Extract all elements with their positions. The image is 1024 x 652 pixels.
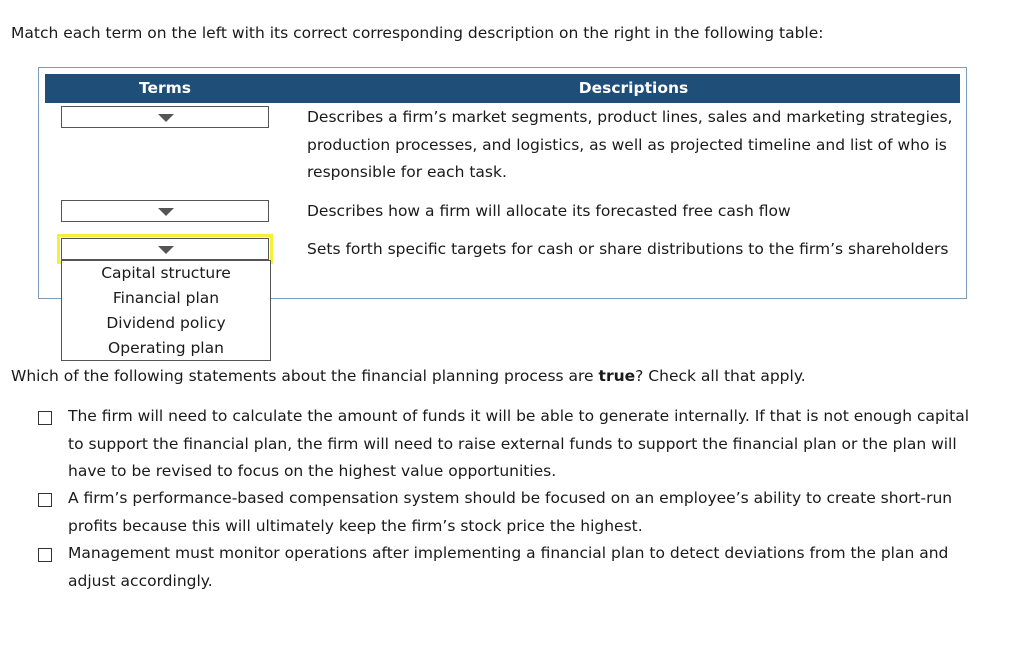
description-1: Describes a firm’s market segments, product lines, sales and marketing strategies, production processes, and logistics, as well as projected timeline and list of who is responsible for each task. [307,108,953,181]
question-text [11,365,806,387]
chevron-down-icon [158,208,174,216]
option-dividend-policy[interactable]: Dividend policy [106,314,226,332]
question-suffix: ? Check all that apply. [635,367,806,385]
chevron-down-icon [158,114,174,122]
instruction-text: Match each term on the left with its correct corresponding description on the right in the following table: [11,24,824,42]
statement-text-2: A firm’s performance-based compensation system should be focused on an employee’s ability to create short-run profits because this will ultimately keep the firm’s stock price the highest. [68,489,953,535]
dropdown-options-list [61,260,271,361]
statement-text-3: Management must monitor operations after implementing a financial plan to detect deviations from the plan and adjust accordingly. [68,544,949,590]
statement-checkbox-2[interactable] [38,493,52,507]
question-emphasis: true [598,367,636,385]
question-prefix: Which of the following statements about the financial planning process are [11,367,599,385]
option-operating-plan[interactable]: Operating plan [108,339,224,357]
statement-text-1: The firm will need to calculate the amount of funds it will be able to generate internally. If that is not enough capital to support the financial plan, the firm will need to raise external funds to support the financial plan or the plan will have to be revised to focus on the highest value opportunities. [68,407,969,480]
header-terms: Terms [138,79,192,97]
option-financial-plan[interactable]: Financial plan [112,289,220,307]
statement-checkbox-3[interactable] [38,548,52,562]
term-dropdown-3[interactable] [61,238,269,260]
chevron-down-icon [158,246,174,254]
table-header [45,74,960,103]
header-descriptions: Descriptions [578,79,689,97]
description-2: Describes how a firm will allocate its forecasted free cash flow [307,202,791,220]
term-dropdown-1[interactable] [61,106,269,128]
term-dropdown-2[interactable] [61,200,269,222]
statement-checkbox-1[interactable] [38,411,52,425]
description-3: Sets forth specific targets for cash or share distributions to the firm’s shareholders [307,240,949,258]
option-capital-structure[interactable]: Capital structure [101,264,231,282]
